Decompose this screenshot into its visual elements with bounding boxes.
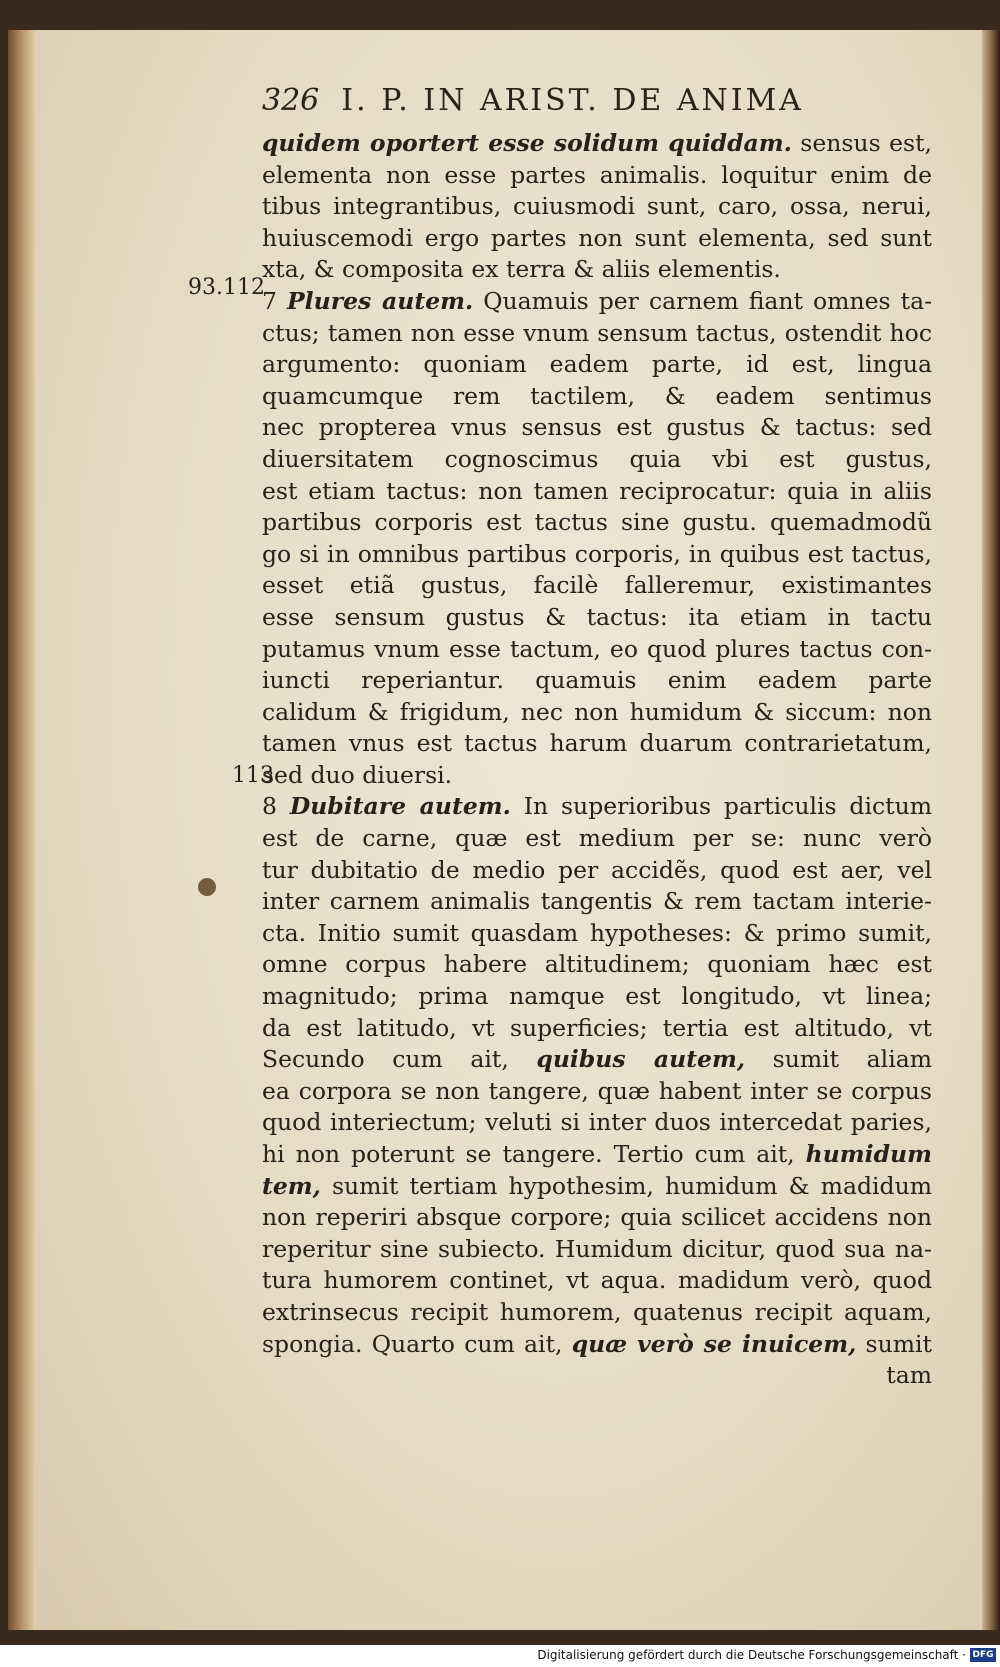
- text-line: [262, 634, 932, 666]
- line-text: hi non poterunt se tangere. Tertio cum ait,: [262, 1140, 806, 1168]
- line-text: partibus corporis est tactus sine gustu. quemadmodũ: [262, 508, 932, 537]
- line-text: tam: [886, 1361, 932, 1390]
- margin-reference-2: 113: [232, 763, 274, 788]
- line-text: magnitudo; prima namque est longitudo, vt linea;: [262, 982, 932, 1011]
- italic-lemma: humidum: [805, 1140, 932, 1168]
- line-text: da est latitudo, vt superficies; tertia est altitudo, vt: [262, 1013, 932, 1042]
- line-text: go si in omnibus partibus corporis, in quibus est tactus,: [262, 539, 932, 568]
- text-line: [262, 1107, 932, 1139]
- line-text: esset etiã gustus, facilè falleremur, existimantes: [262, 571, 932, 600]
- text-line: [262, 570, 932, 602]
- page-number: 326: [262, 83, 320, 118]
- footer-bar: [0, 1645, 1000, 1667]
- text-line: [262, 160, 932, 192]
- line-text: In superioribus particulis dictum: [510, 792, 932, 821]
- text-line: [262, 476, 932, 508]
- body-text: [262, 128, 932, 1392]
- line-text: sumit: [865, 1329, 932, 1358]
- line-text: xta, & composita ex terra & aliis elementis.: [262, 255, 781, 284]
- line-text: diuersitatem cognoscimus quia vbi est gustus,: [262, 444, 932, 473]
- text-line: [262, 823, 932, 855]
- italic-lemma: Dubitare autem.: [289, 792, 511, 821]
- text-line: [262, 886, 932, 918]
- running-title: I. P. IN ARIST. DE ANIMA: [341, 83, 804, 118]
- text-line: [262, 1171, 932, 1203]
- text-line: [262, 760, 932, 792]
- line-text: spongia. Quarto cum ait,: [262, 1329, 572, 1358]
- line-text: reperitur sine subiecto. Humidum dicitur, quod sua na-: [262, 1234, 932, 1263]
- line-text: sed duo diuersi.: [262, 760, 453, 789]
- text-line: [262, 223, 932, 255]
- text-line: [262, 444, 932, 476]
- book-fore-edge-left: [8, 30, 38, 1630]
- ink-blot: [198, 878, 216, 896]
- line-text: sumit aliam: [772, 1045, 932, 1074]
- text-line: [262, 981, 932, 1013]
- line-text: est etiam tactus: non tamen reciprocatur: quia in aliis: [262, 476, 932, 505]
- running-head: [262, 83, 822, 118]
- line-text: calidum & frigidum, nec non humidum & siccum: non: [262, 697, 932, 726]
- line-text: tura humorem continet, vt aqua. madidum verò, quod: [262, 1266, 932, 1295]
- margin-reference-1: 93.112: [188, 275, 265, 300]
- text-line: [262, 1139, 932, 1171]
- text-line: [262, 1013, 932, 1045]
- text-line: [262, 539, 932, 571]
- text-line: [262, 507, 932, 539]
- italic-lemma: quæ verò se inuicem,: [571, 1329, 857, 1358]
- italic-lemma: Plures autem.: [287, 286, 474, 315]
- text-line: [262, 1076, 932, 1108]
- line-text: est de carne, quæ est medium per se: nunc verò: [262, 824, 932, 853]
- text-line: [262, 128, 932, 160]
- text-line: [262, 286, 932, 318]
- text-line: [262, 1044, 932, 1076]
- text-line: [262, 918, 932, 950]
- line-text: tibus integrantibus, cuiusmodi sunt, caro, ossa, nerui,: [262, 192, 932, 221]
- text-line: [262, 349, 932, 381]
- text-line: [262, 1329, 932, 1361]
- text-line: [262, 1360, 932, 1392]
- line-text: tamen vnus est tactus harum duarum contrarietatum,: [262, 729, 932, 758]
- text-line: [262, 1297, 932, 1329]
- line-text: inter carnem animalis tangentis & rem tactam interie-: [262, 887, 932, 916]
- italic-lemma: quibus autem,: [536, 1045, 746, 1074]
- line-text: Secundo cum ait,: [262, 1045, 537, 1074]
- line-text: esse sensum gustus & tactus: ita etiam in tactu: [262, 602, 932, 631]
- text-line: [262, 1202, 932, 1234]
- book-gutter-right: [982, 30, 1000, 1630]
- dfg-logo: DFG: [970, 1648, 996, 1662]
- text-line: [262, 602, 932, 634]
- text-line: [262, 791, 932, 823]
- italic-lemma: tem,: [262, 1171, 321, 1200]
- line-text: sensus est,: [800, 129, 932, 157]
- italic-lemma: quidem oportert esse solidum quiddam.: [262, 129, 792, 157]
- line-text: elementa non esse partes animalis. loquitur enim de: [262, 160, 932, 189]
- text-line: [262, 855, 932, 887]
- text-line: [262, 697, 932, 729]
- line-text: cta. Initio sumit quasdam hypotheses: & primo sumit,: [262, 918, 932, 947]
- line-text: ctus; tamen non esse vnum sensum tactus, ostendit hoc: [262, 318, 932, 347]
- line-text: Quamuis per carnem fiant omnes ta-: [473, 286, 932, 315]
- line-text: 8: [262, 792, 290, 821]
- line-text: huiuscemodi ergo partes non sunt elementa, sed sunt: [262, 223, 932, 252]
- line-text: extrinsecus recipit humorem, quatenus recipit aquam,: [262, 1297, 932, 1326]
- line-text: argumento: quoniam eadem parte, id est, lingua: [262, 350, 932, 379]
- line-text: quamcumque rem tactilem, & eadem sentimus: [262, 381, 932, 410]
- line-text: tur dubitatio de medio per accidẽs, quod est aer, vel: [262, 855, 932, 884]
- text-line: [262, 1265, 932, 1297]
- line-text: sumit tertiam hypothesim, humidum & madidum: [320, 1171, 932, 1200]
- text-line: [262, 254, 932, 286]
- text-line: [262, 949, 932, 981]
- text-line: [262, 191, 932, 223]
- digitization-credit: Digitalisierung gefördert durch die Deutsche Forschungsgemeinschaft ·: [537, 1648, 966, 1662]
- line-text: ea corpora se non tangere, quæ habent inter se corpus: [262, 1076, 932, 1105]
- line-text: nec propterea vnus sensus est gustus & tactus: sed: [262, 413, 932, 442]
- text-line: [262, 728, 932, 760]
- line-text: 7: [262, 286, 288, 315]
- text-line: [262, 1234, 932, 1266]
- line-text: omne corpus habere altitudinem; quoniam hæc est: [262, 950, 932, 979]
- text-line: [262, 412, 932, 444]
- line-text: non reperiri absque corpore; quia scilicet accidens non: [262, 1203, 932, 1232]
- text-line: [262, 381, 932, 413]
- line-text: iuncti reperiantur. quamuis enim eadem parte: [262, 666, 932, 695]
- line-text: quod interiectum; veluti si inter duos intercedat paries,: [262, 1108, 932, 1137]
- text-line: [262, 318, 932, 350]
- text-line: [262, 665, 932, 697]
- line-text: putamus vnum esse tactum, eo quod plures tactus con-: [262, 634, 932, 663]
